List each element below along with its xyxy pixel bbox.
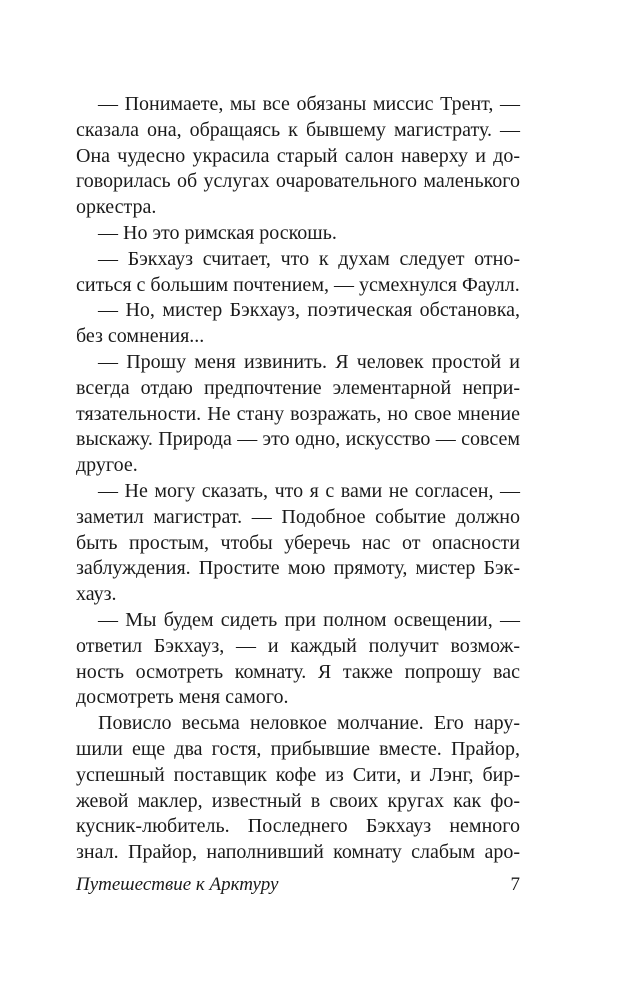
- text-line: — Мы будем сидеть при полном освещении, —: [98, 608, 520, 631]
- text-line: ность осмотреть комнату. Я также попрошу вас: [76, 660, 520, 683]
- text-line: заблуждения. Простите мою прямоту, мистер Бэк-: [76, 557, 520, 580]
- text-line: — Прошу меня извинить. Я человек простой и: [98, 350, 520, 373]
- text-line: кусник-любитель. Последнего Бэкхауз немного: [76, 815, 520, 838]
- text-line: — Не могу сказать, что я с вами не согласен, —: [98, 479, 520, 502]
- text-line: досмотреть меня самого.: [76, 686, 289, 709]
- text-line: всегда отдаю предпочтение элементарной непри-: [76, 376, 520, 399]
- text-line: ответил Бэкхауз, — и каждый получит возмож-: [76, 634, 520, 657]
- text-line: — Но это римская роскошь.: [98, 221, 337, 244]
- text-line: успешный поставщик кофе из Сити, и Лэнг, бир-: [76, 763, 520, 786]
- text-line: другое.: [76, 454, 138, 477]
- text-line: — Понимаете, мы все обязаны миссис Трент, —: [98, 93, 520, 115]
- text-line: сказала она, обращаясь к бывшему магистрату. —: [76, 118, 520, 141]
- text-line: быть простым, чтобы уберечь нас от опасности: [76, 531, 520, 554]
- text-line: жевой маклер, известный в своих кругах как фо-: [76, 789, 520, 812]
- paragraph: [76, 479, 520, 608]
- text-line: Она чудесно украсила старый салон наверху и до-: [76, 144, 520, 167]
- page-number: 7: [510, 874, 520, 895]
- text-line: Повисло весьма неловкое молчание. Его нару-: [98, 712, 520, 735]
- text-line: оркестра.: [76, 196, 157, 219]
- paragraph: [76, 247, 520, 299]
- paragraph: [76, 221, 520, 247]
- text-line: знал. Прайор, наполнивший комнату слабым аро-: [76, 841, 520, 864]
- text-line: — Бэкхауз считает, что к духам следует отно-: [98, 247, 520, 270]
- paragraph: [76, 298, 520, 350]
- text-line: хауз.: [76, 583, 117, 606]
- paragraph: [76, 350, 520, 479]
- running-title: Путешествие к Арктуру: [76, 874, 279, 895]
- paragraph: [76, 608, 520, 711]
- text-line: выскажу. Природа — это одно, искусство — совсем: [76, 428, 520, 451]
- page-footer: [76, 872, 520, 898]
- text-line: — Но, мистер Бэкхауз, поэтическая обстановка,: [98, 299, 520, 322]
- book-page-body: [76, 92, 520, 866]
- text-line: говорилась об услугах очаровательного маленького: [76, 170, 520, 193]
- text-line: шили еще два гостя, прибывшие вместе. Прайор,: [76, 737, 520, 760]
- paragraph: [76, 711, 520, 866]
- text-line: без сомнения...: [76, 325, 205, 348]
- text-line: ситься с большим почтением, — усмехнулся Фаулл.: [76, 273, 520, 296]
- paragraph: [76, 92, 520, 221]
- text-line: тязательности. Не стану возражать, но свое мнение: [76, 402, 520, 425]
- text-line: заметил магистрат. — Подобное событие должно: [76, 505, 520, 528]
